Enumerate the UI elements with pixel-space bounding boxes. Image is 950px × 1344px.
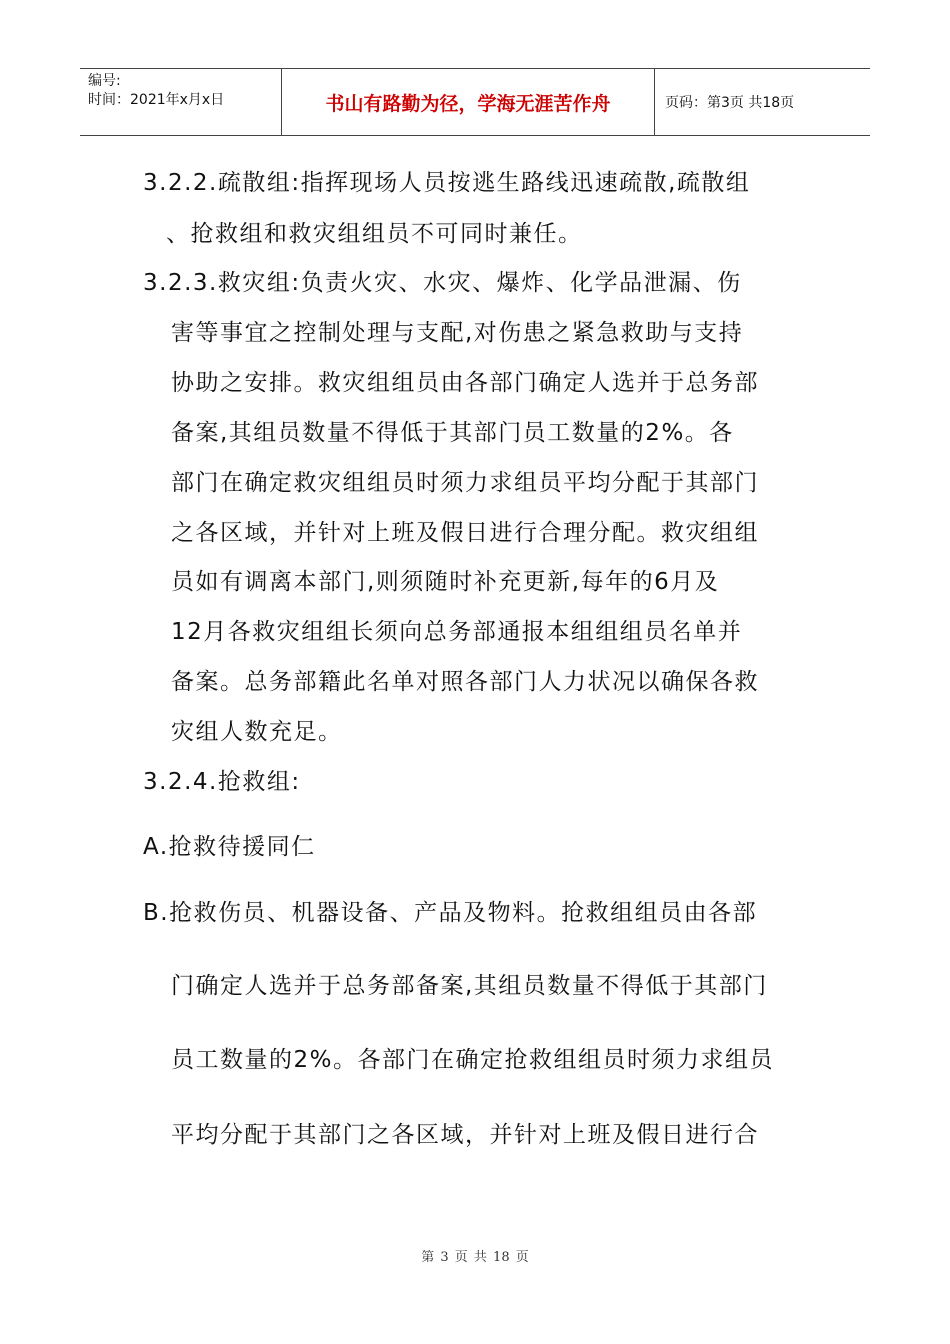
text-line: 备案。总务部籍此名单对照各部门人力状况以确保各救 bbox=[171, 669, 759, 695]
section-heading: 3.2.4.抢救组: bbox=[143, 769, 301, 795]
text-line: 部门在确定救灾组组员时须力求组员平均分配于其部门 bbox=[171, 470, 759, 496]
text-line: 之各区域，并针对上班及假日进行合理分配。救灾组组 bbox=[171, 520, 759, 546]
text-line: 门确定人选并于总务部备案,其组员数量不得低于其部门 bbox=[171, 973, 768, 999]
text-line: 害等事宜之控制处理与支配,对伤患之紧急救助与支持 bbox=[171, 320, 744, 346]
header-meta bbox=[80, 69, 282, 135]
text-line: 灾组人数充足。 bbox=[171, 719, 343, 745]
list-item: B.抢救伤员、机器设备、产品及物料。抢救组组员由各部 bbox=[143, 900, 758, 926]
text-line: 备案,其组员数量不得低于其部门员工数量的2%。各 bbox=[171, 420, 734, 446]
page-header bbox=[80, 68, 870, 136]
text-line: 平均分配于其部门之各区域，并针对上班及假日进行合 bbox=[171, 1122, 759, 1148]
doc-number-label: 编号: bbox=[88, 73, 121, 89]
text-line: 员如有调离本部门,则须随时补充更新,每年的6月及 bbox=[171, 569, 720, 595]
text-line: 员工数量的2%。各部门在确定抢救组组员时须力求组员 bbox=[171, 1047, 774, 1073]
text-line: 协助之安排。救灾组组员由各部门确定人选并于总务部 bbox=[171, 370, 759, 396]
text-line: 3.2.3.救灾组:负责火灾、水灾、爆炸、化学品泄漏、伤 bbox=[143, 270, 742, 296]
text-line: 、抢救组和救灾组组员不可同时兼任。 bbox=[166, 221, 583, 247]
text-line: 12月各救灾组组长须向总务部通报本组组组员名单并 bbox=[171, 619, 743, 645]
doc-date-label: 时间：2021年x月x日 bbox=[88, 92, 225, 108]
page-footer: 第 3 页 共 18 页 bbox=[421, 1250, 529, 1265]
text-line: 3.2.2.疏散组:指挥现场人员按逃生路线迅速疏散,疏散组 bbox=[143, 170, 751, 196]
header-page-info: 页码：第3页 共18页 bbox=[665, 95, 795, 111]
header-motto: 书山有路勤为径，学海无涯苦作舟 bbox=[282, 69, 655, 135]
list-item: A.抢救待援同仁 bbox=[143, 834, 316, 860]
